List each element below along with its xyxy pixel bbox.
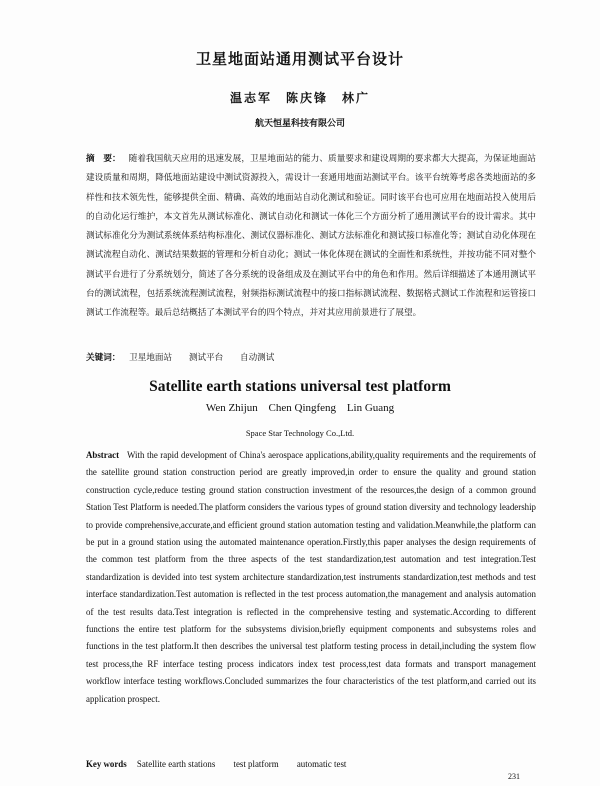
chinese-affiliation: 航天恒星科技有限公司	[254, 119, 345, 129]
chinese-keywords	[86, 351, 536, 365]
english-keyword: Satellite earth stations	[136, 759, 216, 769]
english-abstract	[86, 447, 536, 708]
english-keywords	[86, 759, 536, 769]
chinese-abstract	[86, 150, 536, 324]
english-keyword: automatic test	[296, 759, 347, 769]
english-keyword: test platform	[233, 759, 279, 769]
english-author: Lin Guang	[346, 402, 395, 414]
english-authors	[0, 402, 600, 414]
chinese-abstract-label: 摘 要：	[86, 154, 121, 164]
english-author: Wen Zhijun	[205, 402, 258, 414]
english-author: Chen Qingfeng	[268, 402, 337, 414]
chinese-keyword: 测试平台	[188, 353, 224, 363]
english-keywords-label: Key words	[86, 759, 127, 769]
english-affiliation: Space Star Technology Co.,Ltd.	[245, 428, 355, 438]
chinese-keyword: 自动测试	[239, 353, 275, 363]
page-number: 231	[508, 772, 520, 781]
english-abstract-label: Abstract	[86, 450, 120, 460]
chinese-abstract-text: 随着我国航天应用的迅速发展，卫星地面站的能力、质量要求和建设周期的要求都大大提高，为保证地面站建设质量和周期，降低地面站建设中测试资源投入，需设计一套通用地面站测试平台。该平台统筹考虑各类地面站的多样性和技术领先性，能够提供全面、精确、高效的地面站自动化测试和验证。同时该平台也可应用在地面站投入使用后的自动化运行维护，本文首先从测试标准化、测试自动化和测试一体化三个方面分析了通用测试平台的设计需求。其中测试标准化分为测试系统体系结构标准化、测试仪器标准化、测试方法标准化和测试接口标准化等；测试自动化体现在测试流程自动化、测试结果数据的管理和分析自动化；测试一体化体现在测试的全面性和系统性，并按功能不同对整个测试平台进行了分系统划分，简述了各分系统的设备组成及在测试平台中的角色和作用。然后详细描述了本通用测试平台的测试流程，包括系统流程测试流程，射频指标测试流程中的接口指标测试流程、数据格式测试工作流程和运管接口测试工作流程等。最后总结概括了本测试平台的四个特点，并对其应用前景进行了展望。	[86, 154, 536, 319]
chinese-title: 卫星地面站通用测试平台设计	[195, 50, 404, 68]
chinese-keyword: 卫星地面站	[129, 353, 173, 363]
chinese-keywords-label: 关键词：	[86, 353, 121, 363]
chinese-authors: 温志军 陈庆锋 林广	[229, 91, 370, 105]
english-title: Satellite earth stations universal test platform	[149, 378, 451, 395]
english-abstract-text: With the rapid development of China's aerospace applications,ability,quality requirements and the requirements of the satellite ground station construction period are greatly improved,in order to ensure the quality and ground station construction cycle,reduce testing ground station construction investment of the resources,the design of a common ground Station Test Platform is needed.The platform considers the various types of ground station diversity and technology leadership to provide comprehensive,accurate,and efficient ground station automation testing and validation.Meanwhile,the platform can be put in a ground station using the automated maintenance operation.Firstly,this paper analyses the design requirements of the common test platform from the three aspects of the test standardization,test automation and test integration.Test standardization is devided into test system architecture standardization,test instruments standardization,test methods and test interface standardization.Test automation is reflected in the test process automation,the management and analysis automation of the test results data.Test integration is reflected in the comprehensive testing and systematic.According to different functions the entire test platform for the subsystems division,briefly equipment components and subsystems roles and functions in the test platform.It then describes the universal test platform testing process in detail,including the system flow test process,the RF interface testing process indicators index test process,test data formats and transport management workflow interface testing workflows.Concluded summarizes the four characteristics of the test platform,and carried out its application prospect.	[86, 450, 536, 704]
